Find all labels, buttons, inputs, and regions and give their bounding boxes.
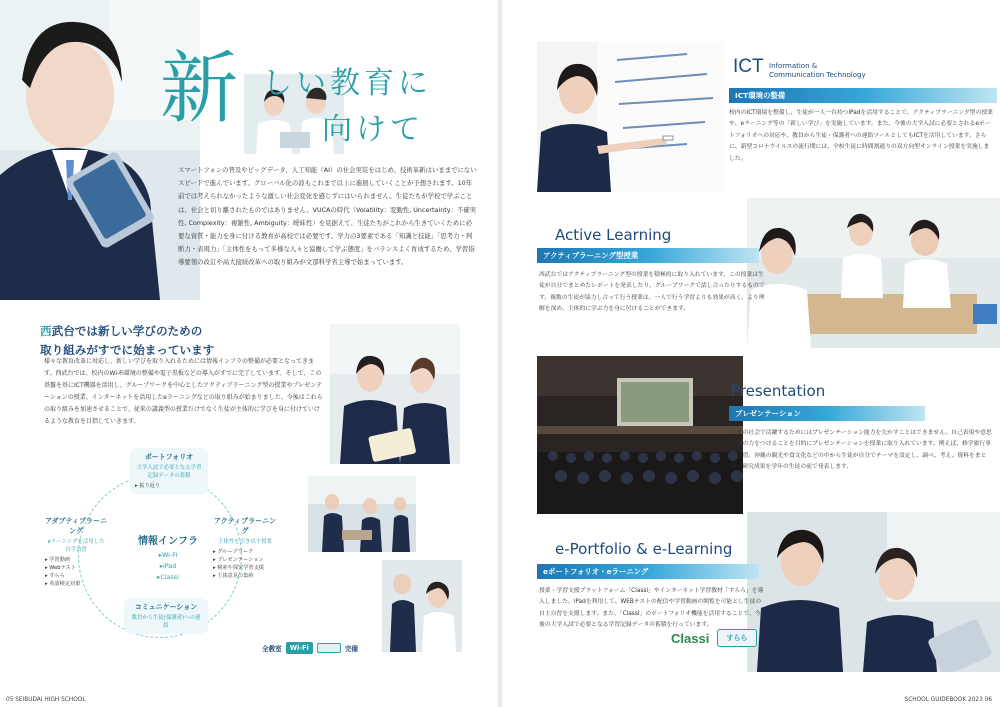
center-title: 情報インフラ <box>138 536 198 547</box>
diagram-node-adaptive <box>40 512 112 592</box>
photo-presentation-student <box>382 560 462 652</box>
section-heading <box>40 322 214 360</box>
section-heading-accent: 西 <box>40 324 52 338</box>
presentation-body: いまの社会で活躍するためにはプレゼンテーション能力を欠かすことはできません。自己表現や意思伝達の力をつけることを目的にプレゼンテーションを授業に取り入れています。例えば、修学旅行事前学習。沖縄の観光や食文化などの中から生徒が自分でテーマを設定し、調べ、考え、資料をまとめ、研究成果を学年の生徒の前で発表します。 <box>731 430 992 471</box>
intro-paragraph: スマートフォンの普及やビッグデータ、人工知能（AI）の社会実装をはじめ、技術革新はいままでにないスピードで進んでいます。グローバル化の波もこれまで以上に進展していくことが予想されます。10年前では考えられなかったような激しい社会変化を感じずにはいられません。生徒たちが学校で学ぶことは、社会と切り離されたものではありません。VUCAの時代（Volatility：変動性, Uncertainty：不確実性, Complexity：複雑性, Ambiguity：曖昧性）を見据えて、生徒たちがこれから生きていくために必要な資質・能力を身に付ける教育が高校では必要です。学力の3要素である「知識と技能」「思考力・判断力・表現力」「主体性をもって多様な人々と協働して学ぶ態度」をバランスよく育成するため、学習指導要領の改訂や高大接続改革への取り組みが文部科学省主導で始まっています。 <box>178 166 477 267</box>
ict-subtitle: Information & Communication Technology <box>769 62 866 79</box>
photo-classroom-group <box>308 476 416 552</box>
node-portfolio-item: ▸ 振り返り <box>135 483 161 489</box>
photo-whiteboard-student <box>537 42 723 192</box>
hero-title-big-char: 新 <box>160 44 237 134</box>
photo-students-tablet <box>747 512 1000 672</box>
wifi-badge-prefix: 全教室 <box>262 645 282 653</box>
active-title: Active Learning <box>555 226 672 244</box>
eportfolio-band: eポートフォリオ・eラーニング <box>537 564 759 579</box>
ict-title: ICT <box>733 56 764 77</box>
node-communication-sub: 教員から生徒(保護者)への連絡 <box>131 615 201 629</box>
photo-students-ipad <box>330 324 460 464</box>
left-page <box>0 0 497 707</box>
center-list: ▸Wi-Fi ▸iPad ▸Classi <box>157 551 179 581</box>
right-page <box>503 0 1000 707</box>
surara-logo: すらら <box>717 629 757 647</box>
node-communication-title: コミュニケーション <box>134 603 198 611</box>
node-portfolio-title: ポートフォリオ <box>144 453 194 461</box>
photo-auditorium <box>537 356 743 514</box>
right-footer: SCHOOL GUIDEBOOK 2023 06 <box>904 697 992 703</box>
classi-logo: Classi <box>671 631 710 646</box>
wifi-badge-label: Wi-Fi <box>286 642 313 654</box>
diagram-center <box>132 532 204 583</box>
node-active-list: ▸ グループワーク ▸ プレゼンテーション ▸ 検索や探究学習支援 ▸ 主体意見の集約 <box>213 549 264 579</box>
photo-active-learning <box>747 198 1000 348</box>
section-heading-line1: 武台では新しい学びのための <box>51 324 203 338</box>
diagram-node-communication <box>124 598 208 634</box>
node-adaptive-title: アダプティブラーニング <box>45 517 107 535</box>
diagram-node-portfolio <box>130 448 208 494</box>
active-band: アクティブラーニング型授業 <box>537 248 759 263</box>
node-adaptive-list: ▸ 学習動画 ▸ Webテスト ▸ すらら ▸ 英語検定対策 <box>45 557 81 587</box>
section-heading-line2: 取り組みがすでに始まっています <box>40 343 215 357</box>
section-body: 様々な教育改革に対応し、新しい学びを取り入れるためには情報インフラの整備が必要となってきます。西武台では、校内のWi-Fi環境の整備や電子黒板などの導入がすでに完了しています。そして、この基盤を基にICT機器を活用し、グループワークを中心としたアクティブラーニング型の授業やプレゼンテーションの授業、インターネットを活用したeラーニングなどの取り組みが始まりました。今後はこれらの取り組みを加速させることで、従来の講義型の授業だけでなく生徒が主体的に学びを身に付けていけるような教育を目指していきます。 <box>44 358 323 425</box>
wifi-badge <box>262 640 358 656</box>
wifi-icon <box>317 643 341 653</box>
active-body: 西武台ではアクティブラーニング型の授業を積極的に取り入れています。この授業は生徒が自分でまとめたレポートを発表したり、グループワークで話し合ったりするものです。複数の生徒が協力し合って行う授業は、一人で行う学習よりも効果が高く、より理解を深め、主体的に学ぶ力を身に付けることができます。 <box>539 272 765 313</box>
presentation-title: Presentation <box>731 382 826 400</box>
eportfolio-title: e-Portfolio & e-Learning <box>555 540 733 558</box>
node-adaptive-sub: eラーニングを活用した自学自習 <box>47 539 105 553</box>
info-infra-diagram <box>40 448 280 666</box>
left-footer: 05 SEIBUDAI HIGH SCHOOL <box>6 697 86 703</box>
ict-body: 校内のICT環境を整備し、生徒が一人一台持つiPadを活用することで、アクティブラーニング型の授業や、eラーニング等の「新しい学び」を実施しています。また、今後の大学入試に必要とされるeポートフォリオへの対応や、教員から生徒・保護者への連絡ツールとしてもICTを活用しています。さらに、新型コロナウイルスの流行期には、全校生徒に時間割通りの双方向型オンライン授業を実施しました。 <box>729 110 993 162</box>
hero-title-line1: しい教育に <box>262 66 432 101</box>
wifi-badge-suffix: 完備 <box>344 645 359 653</box>
node-active-title: アクティブラーニング <box>213 517 277 535</box>
eportfolio-body: 授業・学習支援プラットフォーム「Classi」やインターネット学習教材「すらら」を導入しました。iPadを利用して、WEBテストの配信や学習動画の閲覧を可能とし生徒の自主自習を支援します。また、「Classi」のポートフォリオ機能を活用することで、今後の大学入試で必要となる学習記録データの蓄積を行っています。 <box>539 588 764 629</box>
node-active-sub: 主体性を引き出す授業 <box>218 539 272 545</box>
diagram-node-active <box>208 512 282 584</box>
hero-title-line2: 向けて <box>322 112 424 147</box>
node-portfolio-sub: 大学入試で必要となる学習記録データの蓄積 <box>136 465 202 479</box>
presentation-band: プレゼンテーション <box>729 406 925 421</box>
ict-band: ICT環境の整備 <box>729 88 997 103</box>
